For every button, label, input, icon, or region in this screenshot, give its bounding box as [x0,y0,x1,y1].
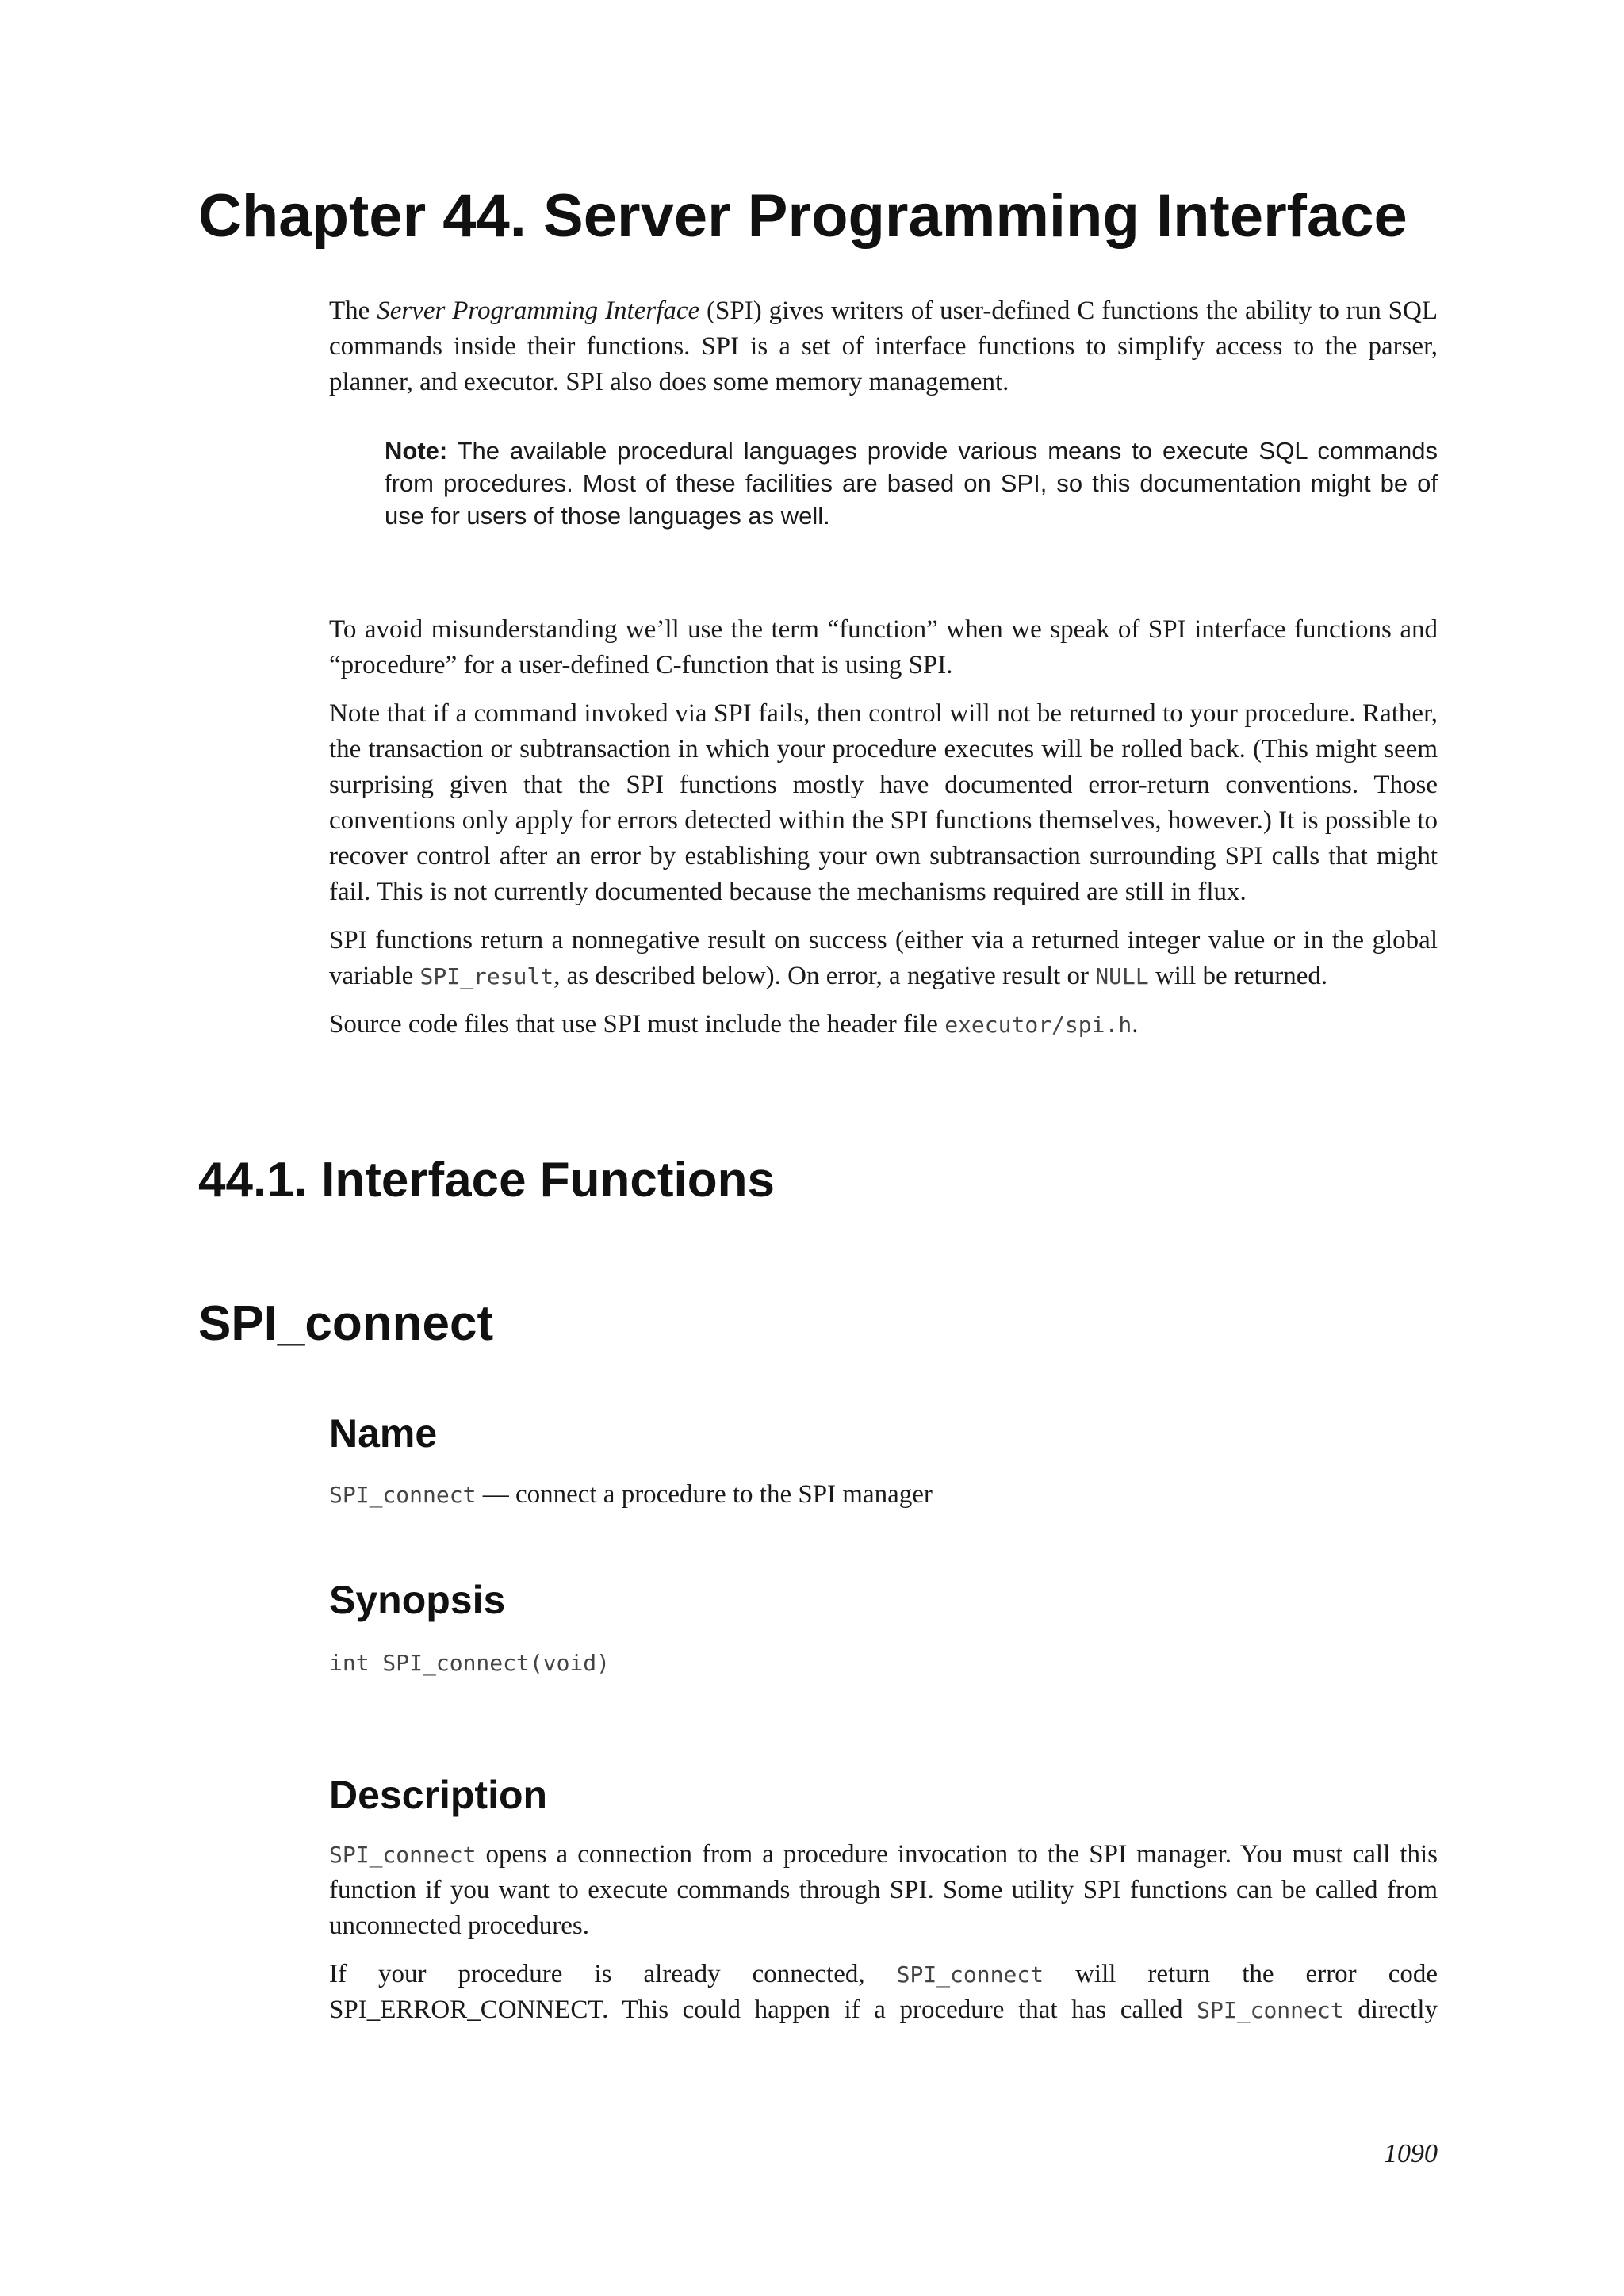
spi-connect-code: SPI_connect [329,1842,477,1868]
description-paragraph-2 [329,1957,1438,2028]
name-section [329,1477,1438,1513]
return-values-paragraph [329,923,1438,994]
description-text-2a: If your procedure is already connected, [329,1960,897,1988]
header-text: Source code files that use SPI must include the header file [329,1010,945,1039]
note-box [385,434,1438,532]
intro-text-end: (SPI) gives writers of user-defined C functions the ability to run SQL commands inside their functions. SPI is a set of interface functions to simplify access to the parser, planner, and executor. SPI also does some memory management. [329,297,1438,396]
refentry-title: SPI_connect [198,1296,494,1351]
header-file-code: executor/spi.h [944,1012,1132,1038]
null-code: NULL [1095,963,1149,989]
terminology-paragraph: To avoid misunderstanding we’ll use the term “function” when we speak of SPI interface functions and “procedure” for a user-defined C-function that is using SPI. [329,615,1438,679]
header-file-paragraph [329,1007,1438,1043]
description-heading: Description [329,1773,548,1817]
chapter-title: Chapter 44. Server Programming Interface [198,182,1408,250]
name-line [329,1477,1438,1513]
intro-section [329,293,1438,413]
return-text-1: SPI functions return a nonnegative result on success (either via a returned integer value or in the global variable [329,926,1438,990]
intro-emphasis: Server Programming Interface [377,297,700,325]
spi-connect-code-3: SPI_connect [1197,1997,1344,2023]
intro-text-start: The [329,297,377,325]
synopsis-heading: Synopsis [329,1578,506,1622]
body-section [329,612,1438,1055]
description-text-2c: directly [1343,1996,1438,2024]
page-number: 1090 [1384,2139,1438,2168]
description-text-2b: will return the error code SPI_ERROR_CONNECT. This could happen if a procedure that has called [329,1960,1438,2024]
name-code: SPI_connect [329,1482,477,1508]
description-text-1: opens a connection from a procedure invocation to the SPI manager. You must call this function if you want to execute commands through SPI. Some utility SPI functions can be called from unconnected procedures. [329,1840,1438,1940]
name-description: — connect a procedure to the SPI manager [476,1480,933,1509]
synopsis-code: int SPI_connect(void) [329,1650,611,1676]
note-label: Note: [385,437,448,465]
error-handling-paragraph: Note that if a command invoked via SPI fails, then control will not be returned to your procedure. Rather, the transaction or subtransaction in which your procedure executes will be rolled back. (This might seem surprising given that the SPI functions mostly have documented error-return conventions. Those conventions only apply for errors detected within the SPI functions themselves, however.) It is possible to recover control after an error by establishing your own subtransaction surrounding SPI calls that might fail. This is not currently documented because the mechanisms required are still in flux. [329,699,1438,906]
note-text: The available procedural languages provide various means to execute SQL commands from procedures. Most of these facilities are based on SPI, so this documentation might be of use for users of those languages as well. [385,437,1438,530]
return-text-2: , as described below). On error, a negative result or [553,962,1096,990]
description-paragraph-1 [329,1837,1438,1944]
header-text-end: . [1132,1010,1139,1039]
name-heading: Name [329,1411,438,1456]
intro-paragraph [329,293,1438,400]
section-title: 44.1. Interface Functions [198,1153,775,1207]
description-section [329,1837,1438,2028]
return-text-3: will be returned. [1148,962,1328,990]
spi-result-code: SPI_result [419,963,554,989]
spi-connect-code-2: SPI_connect [896,1961,1044,1988]
